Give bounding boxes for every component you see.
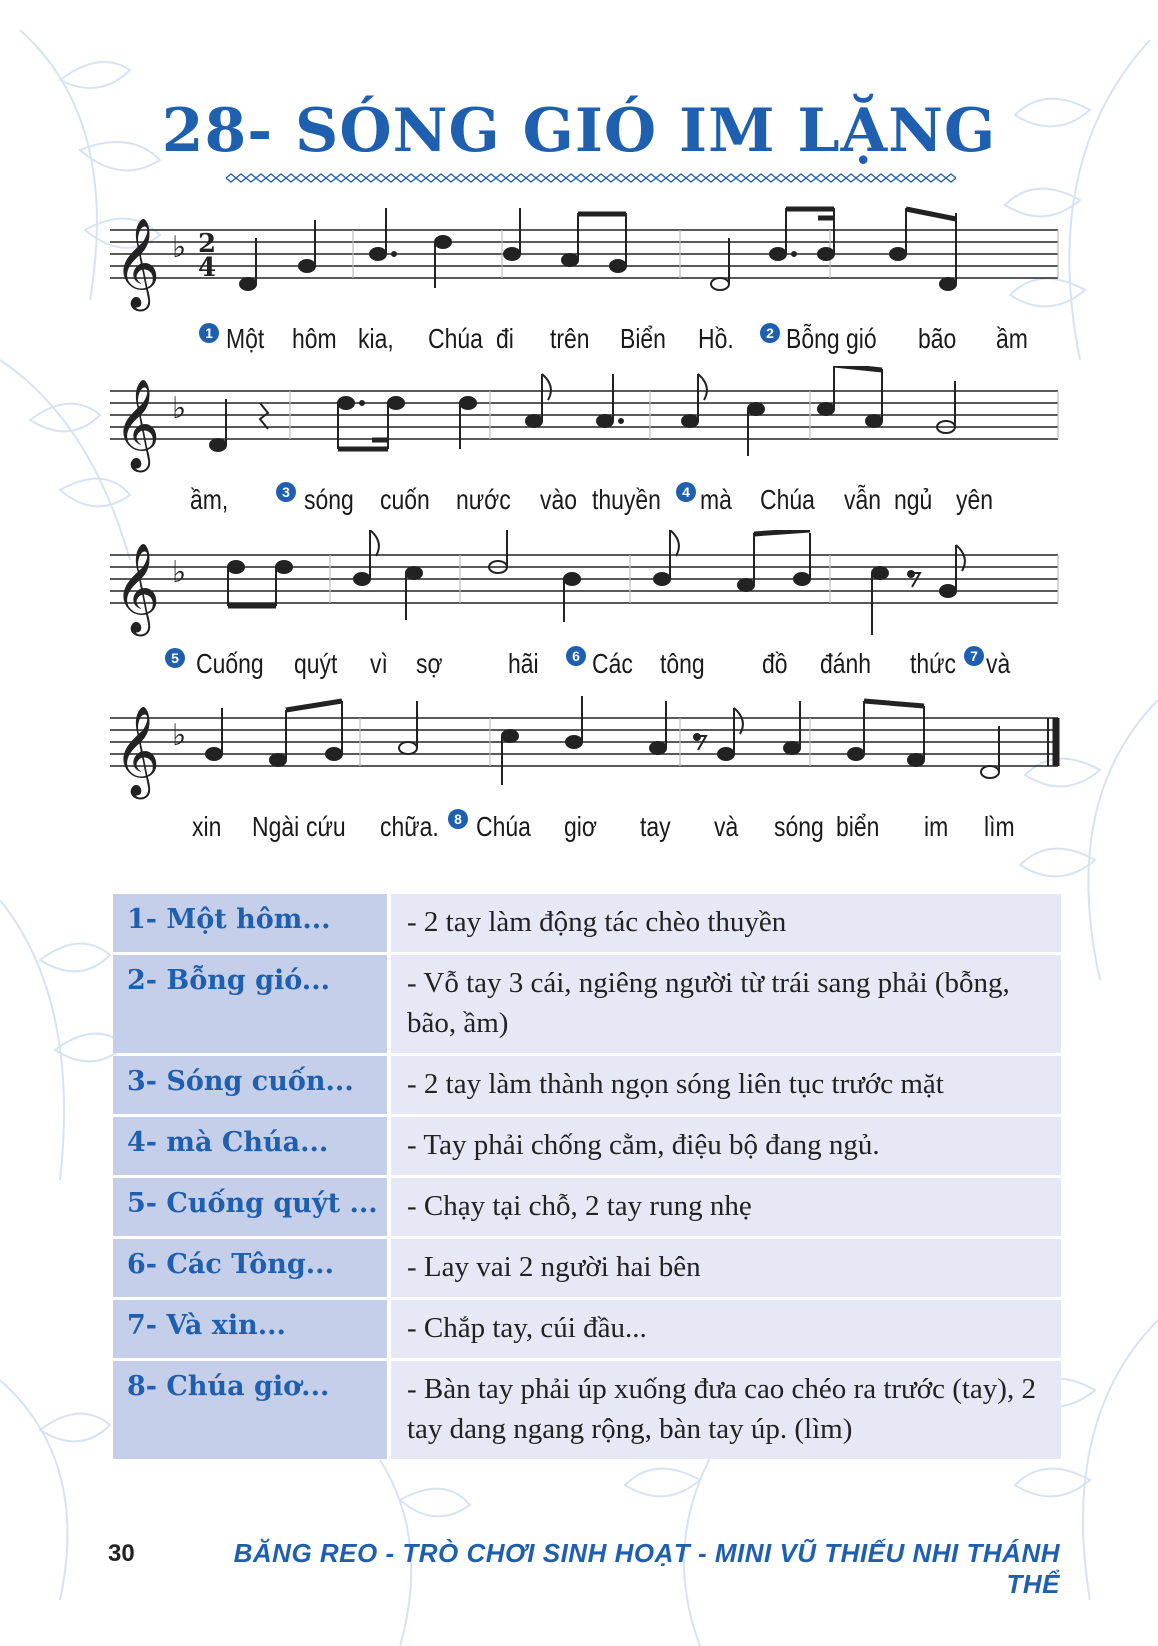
verse-marker: 3 xyxy=(276,482,296,502)
lyric-syllable: Chúa xyxy=(476,811,531,842)
staff-row-3 xyxy=(110,530,1060,679)
lyric-syllable: biển xyxy=(836,811,880,842)
lyric-syllable: Chúa xyxy=(760,484,815,515)
lyric-syllable: gió xyxy=(846,323,877,354)
table-row xyxy=(113,1117,1061,1175)
cue-cell: 4- mà Chúa... xyxy=(113,1117,391,1175)
verse-marker: 2 xyxy=(760,323,780,343)
action-cell: - Tay phải chống cằm, điệu bộ đang ngủ. xyxy=(391,1117,1061,1175)
lyric-syllable: ngủ xyxy=(894,484,933,515)
lyric-syllable: Một xyxy=(226,323,265,354)
verse-marker: 1 xyxy=(199,323,219,343)
table-row xyxy=(113,955,1061,1053)
lyric-syllable: tông xyxy=(660,648,705,679)
table-row xyxy=(113,1300,1061,1358)
time-signature: 2 xyxy=(198,229,217,259)
action-cell: - Vỗ tay 3 cái, ngiêng người từ trái sang phải (bỗng, bão, ầm) xyxy=(391,955,1061,1053)
table-row xyxy=(113,894,1061,952)
cue-cell: 3- Sóng cuốn... xyxy=(113,1056,391,1114)
lyrics-row-1 xyxy=(110,323,1060,363)
notes-row-2 xyxy=(210,366,955,456)
lyric-syllable: và xyxy=(714,811,739,842)
table-row xyxy=(113,1178,1061,1236)
lyric-syllable: Bỗng xyxy=(786,323,840,354)
song-title: 28- SÓNG GIÓ IM LẶNG xyxy=(161,96,997,166)
lyric-syllable: Chúa xyxy=(428,323,483,354)
lyric-syllable: đánh xyxy=(820,648,872,679)
lyric-syllable: vào xyxy=(540,484,578,515)
treble-clef-icon: 𝄞 xyxy=(114,706,161,796)
staff-3 xyxy=(110,530,1060,650)
lyric-syllable: sóng xyxy=(774,811,824,842)
lyric-syllable: ầm, xyxy=(190,484,229,515)
movement-table xyxy=(113,891,1061,1462)
lyric-syllable: thuyền xyxy=(592,484,661,515)
staff-row-2 xyxy=(110,366,1060,515)
page-number: 30 xyxy=(108,1540,135,1567)
cue-cell: 8- Chúa giơ... xyxy=(113,1361,391,1459)
lyric-syllable: quýt xyxy=(294,648,338,679)
lyric-syllable: cuốn xyxy=(380,484,430,515)
staff-row-1 xyxy=(110,205,1060,354)
lyric-syllable: đi xyxy=(496,323,514,354)
lyric-syllable: giơ xyxy=(564,811,597,842)
verse-marker: 5 xyxy=(165,648,185,668)
action-cell: - Lay vai 2 người hai bên xyxy=(391,1239,1061,1297)
svg-text:4: 4 xyxy=(198,253,217,283)
lyric-syllable: ầm xyxy=(996,323,1028,354)
lyric-syllable: Biển xyxy=(620,323,666,354)
lyric-syllable: hôm xyxy=(292,323,337,354)
action-cell: - 2 tay làm động tác chèo thuyền xyxy=(391,894,1061,952)
lyric-syllable: yên xyxy=(956,484,994,515)
lyric-syllable: và xyxy=(986,648,1011,679)
treble-clef-icon: 𝄞 xyxy=(114,218,161,308)
book-title-footer: BĂNG REO - TRÒ CHƠI SINH HOẠT - MINI VŨ THIẾU NHI THÁNH THỂ xyxy=(233,1538,1060,1599)
lyric-syllable: bão xyxy=(918,323,957,354)
lyric-syllable: sóng xyxy=(304,484,354,515)
staff-row-4 xyxy=(110,693,1060,842)
notes-row-4 xyxy=(206,696,999,785)
lyric-syllable: vẫn xyxy=(844,484,882,515)
lyric-syllable: Ngài xyxy=(252,811,300,842)
cue-cell: 7- Và xin... xyxy=(113,1300,391,1358)
lyric-syllable: mà xyxy=(700,484,732,515)
action-cell: - Bàn tay phải úp xuống đưa cao chéo ra trước (tay), 2 tay dang ngang rộng, bàn tay úp. (lìm) xyxy=(391,1361,1061,1459)
cue-cell: 1- Một hôm... xyxy=(113,894,391,952)
cue-cell: 6- Các Tông... xyxy=(113,1239,391,1297)
lyric-syllable: trên xyxy=(550,323,590,354)
verse-marker: 8 xyxy=(448,809,468,829)
lyric-syllable: Các xyxy=(592,648,633,679)
lyric-syllable: lìm xyxy=(984,811,1015,842)
action-cell: - Chắp tay, cúi đầu... xyxy=(391,1300,1061,1358)
notes-row-3 xyxy=(228,530,965,635)
verse-marker: 7 xyxy=(964,646,984,666)
lyric-syllable: cứu xyxy=(306,811,346,842)
lyric-syllable: đồ xyxy=(762,648,788,679)
staff-2 xyxy=(110,366,1060,486)
lyric-syllable: vì xyxy=(370,648,388,679)
lyric-syllable: xin xyxy=(192,811,222,842)
lyrics-row-4 xyxy=(110,811,1060,851)
lyric-syllable: Cuống xyxy=(196,648,264,679)
lyric-syllable: chữa. xyxy=(380,811,439,842)
lyric-syllable: hãi xyxy=(508,648,539,679)
flat-icon: ♭ xyxy=(172,555,187,590)
table-row xyxy=(113,1361,1061,1459)
treble-clef-icon: 𝄞 xyxy=(114,379,161,469)
staff-4 xyxy=(110,693,1060,813)
lyric-syllable: sợ xyxy=(416,648,443,679)
staff-1 xyxy=(110,205,1060,325)
treble-clef-icon: 𝄞 xyxy=(114,543,161,633)
flat-icon: ♭ xyxy=(172,391,187,426)
title-underline xyxy=(226,172,956,184)
lyrics-row-3 xyxy=(110,648,1060,688)
cue-cell: 5- Cuống quýt ... xyxy=(113,1178,391,1236)
verse-marker: 6 xyxy=(566,646,586,666)
action-cell: - 2 tay làm thành ngọn sóng liên tục trước mặt xyxy=(391,1056,1061,1114)
table-row xyxy=(113,1056,1061,1114)
verse-marker: 4 xyxy=(676,482,696,502)
lyric-syllable: im xyxy=(924,811,949,842)
flat-icon: ♭ xyxy=(172,718,187,753)
table-row xyxy=(113,1239,1061,1297)
lyric-syllable: kia, xyxy=(358,323,394,354)
lyric-syllable: nước xyxy=(456,484,511,515)
cue-cell: 2- Bỗng gió... xyxy=(113,955,391,1053)
lyric-syllable: thức xyxy=(910,648,957,679)
lyric-syllable: tay xyxy=(640,811,671,842)
lyrics-row-2 xyxy=(110,484,1060,524)
lyric-syllable: Hồ. xyxy=(698,323,734,354)
flat-icon: ♭ xyxy=(172,230,187,265)
action-cell: - Chạy tại chỗ, 2 tay rung nhẹ xyxy=(391,1178,1061,1236)
